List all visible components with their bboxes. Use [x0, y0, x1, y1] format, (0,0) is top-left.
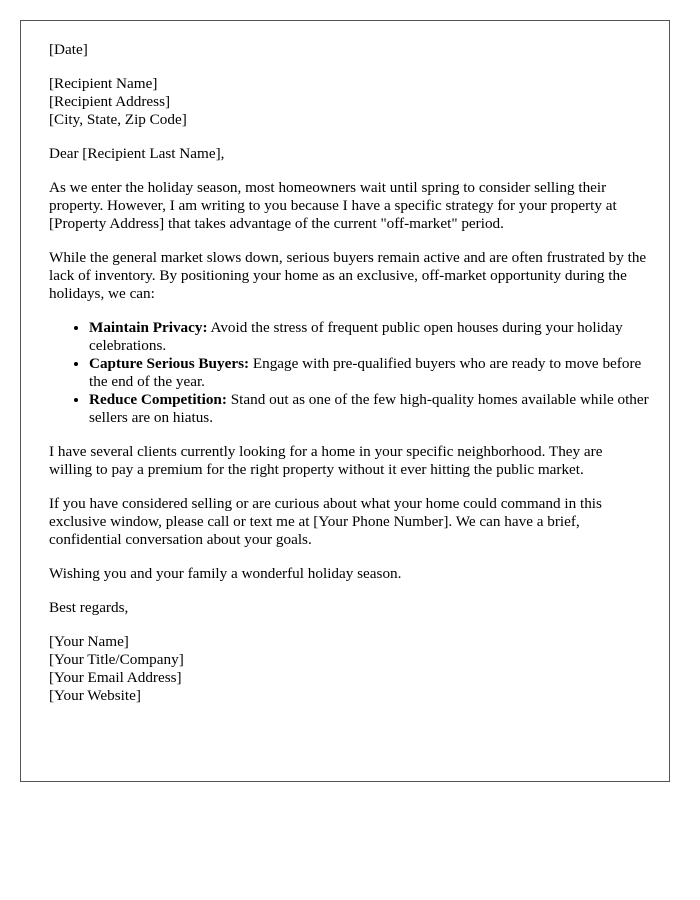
signature-website: [Your Website]: [49, 687, 141, 704]
body-paragraph-intro: As we enter the holiday season, most homeowners wait until spring to consider selling their property. However, I am writing to you because I have a specific strategy for your property at [Property Address] that takes advantage of the current "off-market" period.: [49, 179, 617, 232]
benefit-text: Avoid the stress of frequent public open houses during your holiday celebrations.: [89, 319, 623, 354]
letter-document: [20, 20, 670, 782]
closing: Best regards,: [49, 599, 129, 616]
recipient-address: [Recipient Address]: [49, 93, 171, 110]
body-paragraph-call-to-action: If you have considered selling or are curious about what your home could command in this exclusive window, please call or text me at [Your Phone Number]. We can have a brief, confidential conversation about your goals.: [49, 495, 602, 548]
benefit-title: Capture Serious Buyers:: [89, 355, 250, 372]
benefit-text: Stand out as one of the few high-quality homes available while other sellers are on hiatus.: [89, 391, 649, 426]
body-paragraph-clients: I have several clients currently looking for a home in your specific neighborhood. They are willing to pay a premium for the right property without it ever hitting the public market.: [49, 443, 603, 478]
signature-name: [Your Name]: [49, 633, 129, 650]
body-paragraph-wishes: Wishing you and your family a wonderful holiday season.: [49, 565, 402, 582]
list-item: [89, 391, 649, 427]
benefit-title: Maintain Privacy:: [89, 319, 208, 336]
list-item: [89, 355, 649, 391]
recipient-block: [49, 75, 649, 129]
date-line: [Date]: [49, 41, 88, 58]
benefit-title: Reduce Competition:: [89, 391, 227, 408]
benefit-text: Engage with pre-qualified buyers who are ready to move before the end of the year.: [89, 355, 642, 390]
recipient-city-state-zip: [City, State, Zip Code]: [49, 111, 187, 128]
benefits-list: [49, 319, 649, 427]
signature-block: [49, 633, 649, 705]
salutation: Dear [Recipient Last Name],: [49, 145, 225, 162]
recipient-name: [Recipient Name]: [49, 75, 158, 92]
list-item: [89, 319, 649, 355]
signature-email: [Your Email Address]: [49, 669, 182, 686]
body-paragraph-market: While the general market slows down, serious buyers remain active and are often frustrated by the lack of inventory. By positioning your home as an exclusive, off-market opportunity during the holidays, we can:: [49, 249, 647, 302]
signature-title-company: [Your Title/Company]: [49, 651, 184, 668]
